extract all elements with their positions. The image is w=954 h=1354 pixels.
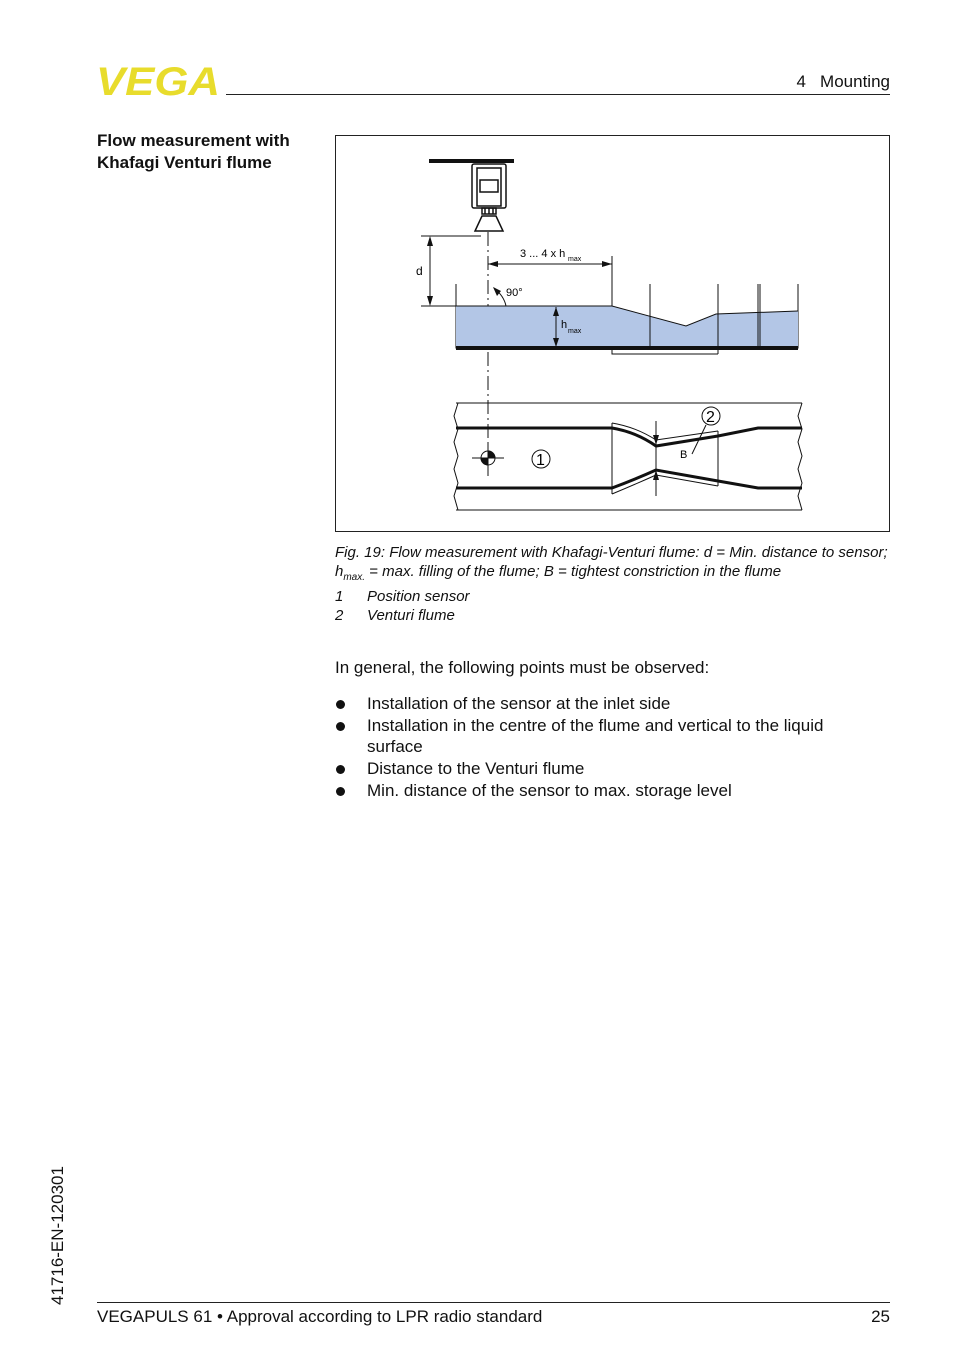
chapter-title: 4 Mounting [796, 72, 890, 91]
sensor-position-icon [472, 442, 504, 474]
intro-text: In general, the following points must be observed: [335, 658, 710, 677]
label-distance-sub: max [568, 256, 582, 263]
section-heading: Flow measurement with Khafagi Venturi flume [97, 131, 290, 172]
footer-title: VEGAPULS 61 • Approval according to LPR radio standard [97, 1307, 543, 1326]
label-angle: 90° [506, 287, 523, 299]
vega-logo [96, 64, 220, 98]
flume-wall-bottom [456, 470, 802, 488]
venturi-flume-diagram [336, 136, 889, 531]
footer-rule [97, 1302, 890, 1303]
bullet-icon [336, 700, 345, 709]
break-line-right [798, 403, 802, 510]
label-hmax-sub: max [568, 328, 582, 335]
break-line-left [454, 403, 458, 510]
page-number: 25 [871, 1307, 890, 1326]
bullet-icon [336, 765, 345, 774]
legend-item: 2 Venturi flume [335, 607, 455, 624]
label-b: B [680, 449, 688, 461]
list-item: Min. distance of the sensor to max. storage level [335, 780, 880, 801]
label-d: d [416, 264, 423, 278]
requirements-list [335, 693, 880, 802]
legend-item: 1 Position sensor [335, 588, 470, 605]
figure-legend [335, 588, 470, 626]
header-rule [226, 94, 890, 95]
bullet-icon [336, 722, 345, 731]
water-level [456, 306, 798, 348]
radar-sensor-icon [472, 164, 506, 231]
label-hmax: h [561, 319, 568, 331]
list-item: Installation of the sensor at the inlet side [335, 693, 880, 714]
list-item: Installation in the centre of the flume and vertical to the liquid surface [335, 715, 880, 757]
figure-caption: Fig. 19: Flow measurement with Khafagi-Venturi flume: d = Min. distance to sensor; $h_{max.} = \max$. filling of the flume; B = tightest constriction in the flume [335, 544, 888, 583]
svg-text:1: 1 [536, 452, 545, 469]
svg-text:2: 2 [706, 409, 715, 426]
figure-frame [335, 135, 890, 532]
list-item: Distance to the Venturi flume [335, 758, 880, 779]
flume-wall-top [456, 428, 802, 446]
document-number: 41716-EN-120301 [48, 1166, 67, 1305]
svg-text:VEGA: VEGA [96, 64, 220, 98]
bullet-icon [336, 787, 345, 796]
label-distance: 3 ... 4 x h [520, 248, 566, 260]
